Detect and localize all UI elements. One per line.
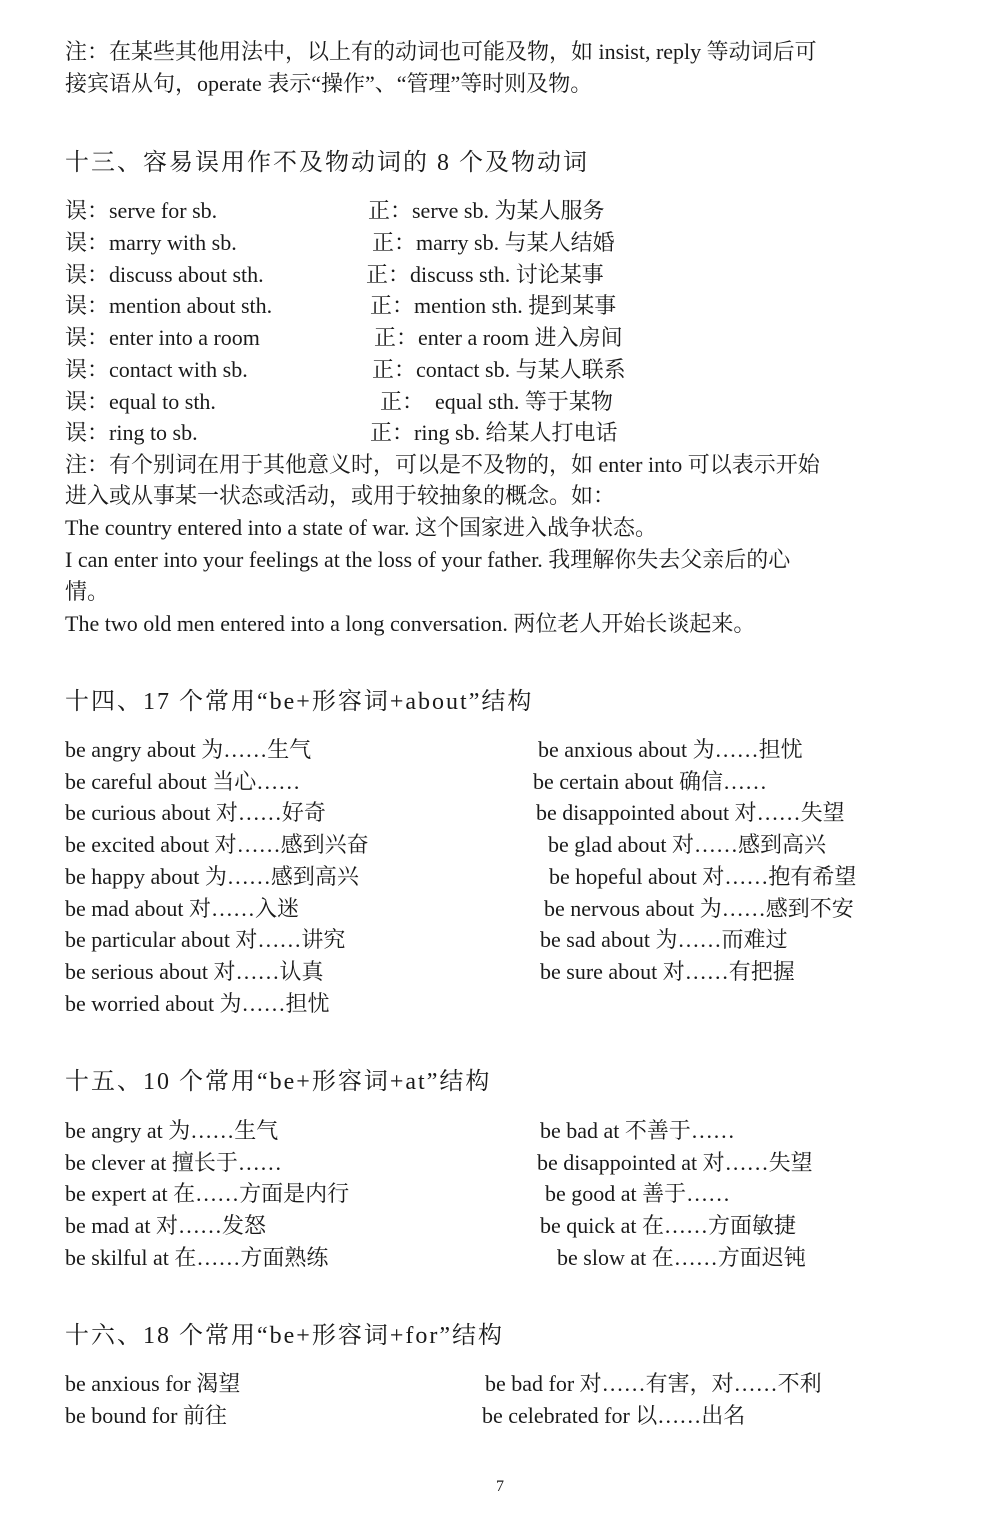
section-15-heading: 十五、10 个常用“be+形容词+at”结构 [65,1069,492,1095]
s15-left: be expert at 在……方面是内行 [65,1181,350,1206]
s13-wrong: 误：enter into a room [65,325,260,350]
s13-right: 正：marry sb. 与某人结婚 [372,230,615,255]
s15-right: be quick at 在……方面敏捷 [540,1213,797,1238]
s15-right: be bad at 不善于…… [540,1118,735,1143]
s13-wrong: 误：contact with sb. [65,357,248,382]
s14-right: be certain about 确信…… [533,769,767,794]
s14-row [0,767,1000,797]
s14-left: be careful about 当心…… [65,769,301,794]
s14-row [0,894,1000,924]
s15-left: be mad at 对……发怒 [65,1213,267,1238]
s14-left: be worried about 为……担忧 [65,991,330,1016]
intro-note-line-2: 接宾语从句，operate 表示“操作”、“管理”等时则及物。 [65,71,593,96]
s15-right: be disappointed at 对……失望 [537,1150,813,1175]
s15-right: be slow at 在……方面迟钝 [557,1245,806,1270]
s13-note-line: 进入或从事某一状态或活动，或用于较抽象的概念。如： [65,483,616,508]
s14-right: be sad about 为……而难过 [540,927,788,952]
s15-row [0,1179,1000,1209]
s15-row [0,1211,1000,1241]
s14-left: be curious about 对……好奇 [65,800,326,825]
s14-left: be serious about 对……认真 [65,959,324,984]
s16-left: be bound for 前往 [65,1403,227,1428]
s15-left: be clever at 擅长于…… [65,1150,282,1175]
s13-note-line: 情。 [65,579,110,604]
s13-right: 正：serve sb. 为某人服务 [368,198,605,223]
s13-note-line: I can enter into your feelings at the loss of your father. 我理解你失去父亲后的心 [65,547,791,572]
s14-right: be glad about 对……感到高兴 [548,832,827,857]
s13-note-line: The two old men entered into a long conversation. 两位老人开始长谈起来。 [65,611,756,636]
page-number: 7 [496,1478,504,1495]
s13-row [0,387,1000,417]
s13-right: 正：ring sb. 给某人打电话 [370,420,618,445]
s15-row [0,1148,1000,1178]
s13-row [0,355,1000,385]
s16-row [0,1369,1000,1399]
s15-right: be good at 善于…… [545,1181,731,1206]
s14-row [0,862,1000,892]
s14-row [0,830,1000,860]
s13-right: 正：mention sth. 提到某事 [370,293,617,318]
s13-wrong: 误：marry with sb. [65,230,237,255]
s14-left: be happy about 为……感到高兴 [65,864,359,889]
s13-right: 正： equal sth. 等于某物 [380,389,613,414]
s14-row [0,735,1000,765]
s13-wrong: 误：equal to sth. [65,389,216,414]
s13-row [0,228,1000,258]
s15-row [0,1116,1000,1146]
s14-row [0,925,1000,955]
s16-right: be bad for 对……有害，对……不利 [485,1371,822,1396]
s13-note-line: The country entered into a state of war. 这个国家进入战争状态。 [65,515,658,540]
s13-wrong: 误：discuss about sth. [65,262,264,287]
s13-note-line: 注：有个别词在用于其他意义时，可以是不及物的，如 enter into 可以表示开始 [65,452,820,477]
s13-row [0,418,1000,448]
s16-right: be celebrated for 以……出名 [482,1403,746,1428]
section-14-heading: 十四、17 个常用“be+形容词+about”结构 [65,689,534,715]
s13-row [0,291,1000,321]
s15-left: be angry at 为……生气 [65,1118,279,1143]
s14-row [0,989,1000,1019]
s13-wrong: 误：serve for sb. [65,198,218,223]
s14-right: be disappointed about 对……失望 [536,800,845,825]
s13-wrong: 误：ring to sb. [65,420,198,445]
s15-left: be skilful at 在……方面熟练 [65,1245,329,1270]
s16-left: be anxious for 渴望 [65,1371,241,1396]
s13-right: 正：enter a room 进入房间 [374,325,623,350]
s16-row [0,1401,1000,1431]
intro-note-line-1: 注：在某些其他用法中，以上有的动词也可能及物，如 insist, reply 等动词后可 [65,39,817,64]
s13-right: 正：discuss sth. 讨论某事 [366,262,604,287]
s15-row [0,1243,1000,1273]
s13-row [0,323,1000,353]
section-16-heading: 十六、18 个常用“be+形容词+for”结构 [65,1323,505,1349]
s14-left: be excited about 对……感到兴奋 [65,832,369,857]
s14-right: be hopeful about 对……抱有希望 [549,864,857,889]
s13-row [0,260,1000,290]
s14-left: be particular about 对……讲究 [65,927,346,952]
s13-right: 正：contact sb. 与某人联系 [372,357,626,382]
s14-row [0,957,1000,987]
s13-row [0,196,1000,226]
s14-right: be sure about 对……有把握 [540,959,795,984]
s13-wrong: 误：mention about sth. [65,293,273,318]
section-13-heading: 十三、容易误用作不及物动词的 8 个及物动词 [65,150,589,176]
s14-right: be nervous about 为……感到不安 [544,896,854,921]
s14-left: be angry about 为……生气 [65,737,312,762]
s14-right: be anxious about 为……担忧 [538,737,803,762]
s14-row [0,798,1000,828]
s14-left: be mad about 对……入迷 [65,896,300,921]
